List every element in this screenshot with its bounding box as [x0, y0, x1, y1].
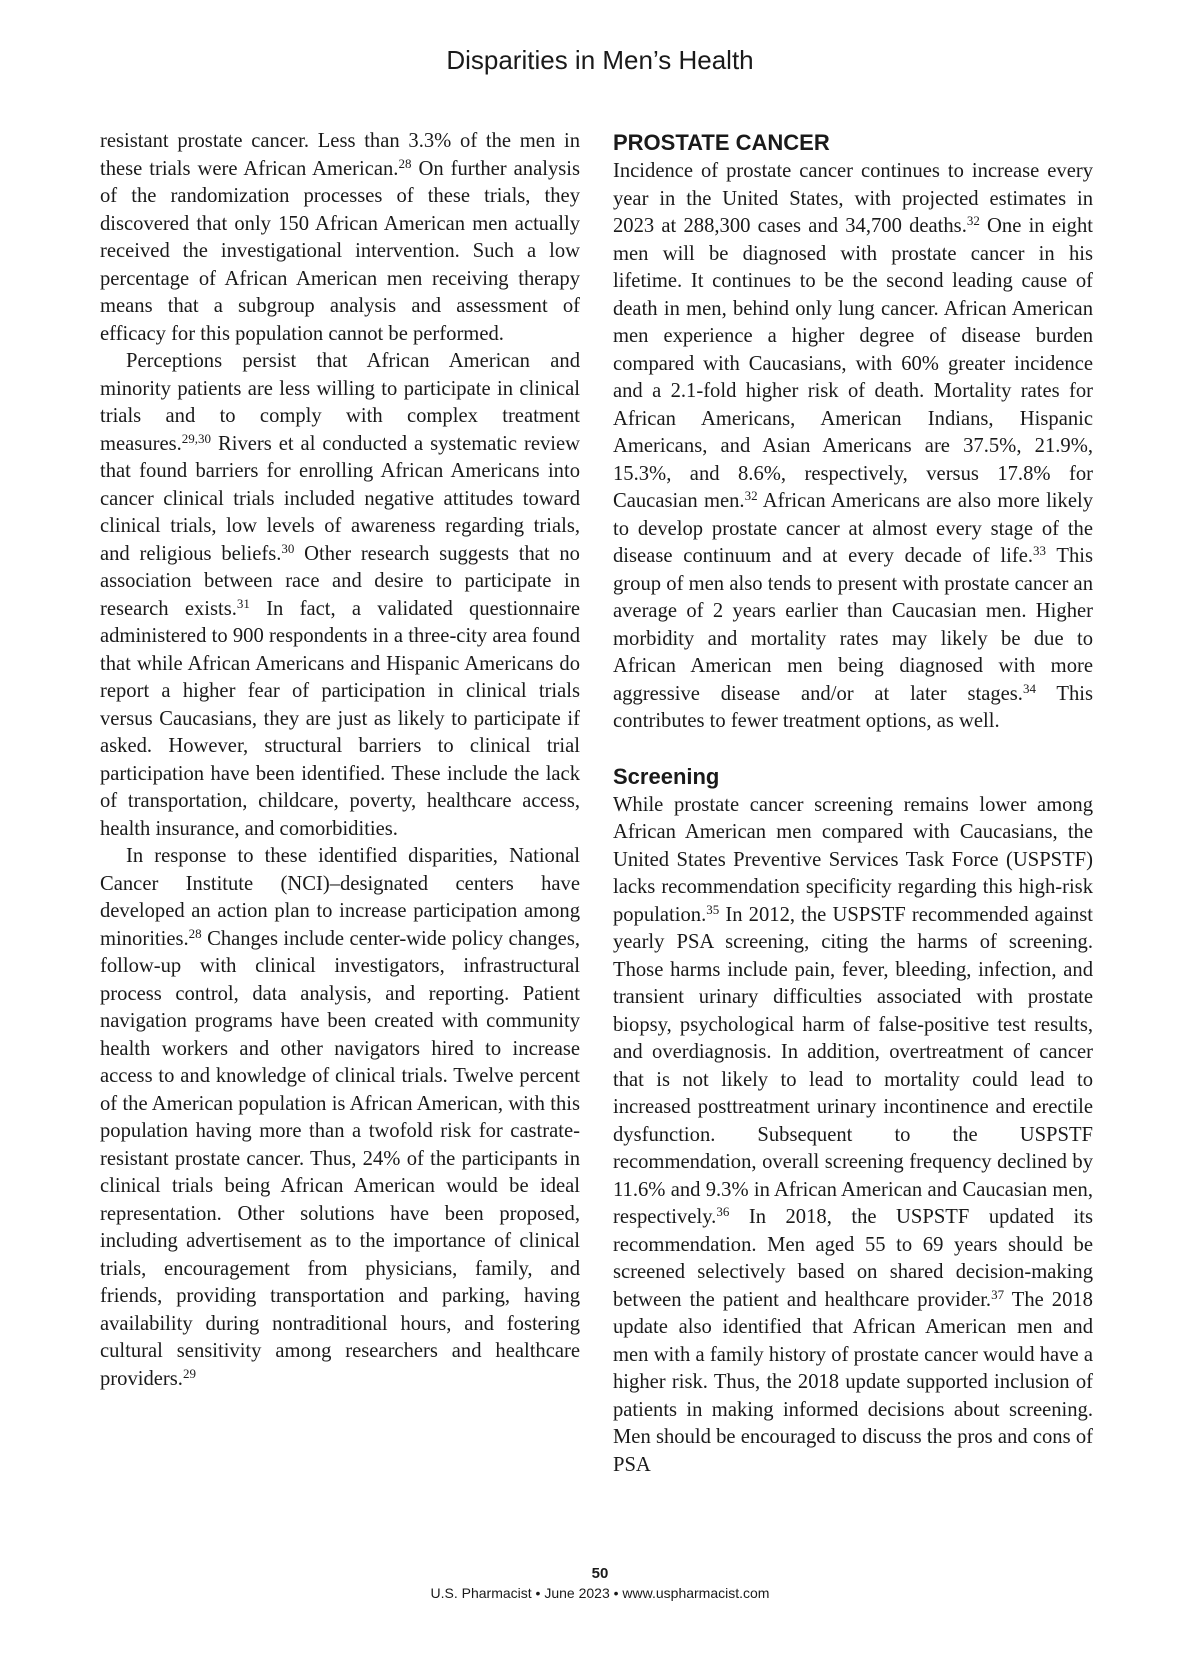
reference-superscript: 32 — [966, 213, 980, 228]
body-paragraph: resistant prostate cancer. Less than 3.3% of the men in these trials were African American.$^{28}$ On further analysis of the randomization processes of these trials, they discovered that only 150 African American men actually received the investigational intervention. Such a low percentage of African American men receiving therapy means that a subgroup analysis and assessment of efficacy for this population cannot be performed. — [100, 130, 580, 345]
reference-superscript: 28 — [188, 925, 202, 941]
reference-superscript: 32 — [744, 488, 758, 503]
page-number: 50 — [591, 1565, 609, 1582]
reference-superscript: 31 — [236, 595, 250, 611]
body-paragraph: Perceptions persist that African American and minority patients are less willing to participate in clinical trials and to comply with complex treatment measures.$^{29,30}$ Rivers et al conducted a systematic review that found barriers for enrolling African Americans into cancer clinical trials included negative attitudes toward clinical trials, low levels of awareness regarding trials, and religious beliefs.$^{30}$ Other research suggests that no association between race and desire to participate in research exists.$^{31}$ In fact, a validated questionnaire administered to 900 respondents in a three-city area found that while African Americans and Hispanic Americans do report a higher fear of participation in clinical trials versus Caucasians, they are just as likely to participate if asked. However, structural barriers to clinical trial participation have been identified. These include the lack of transportation, childcare, poverty, healthcare access, health insurance, and comorbidities. — [100, 350, 580, 840]
reference-superscript: 37 — [991, 1286, 1005, 1302]
reference-superscript: 30 — [281, 540, 295, 556]
reference-superscript: 29,30 — [181, 430, 212, 446]
reference-superscript: 29 — [182, 1365, 196, 1381]
body-paragraph: In response to these identified disparities, National Cancer Institute (NCI)–designated centers have developed an action plan to increase participation among minorities.$^{28}$ Changes include center-wide policy changes, follow-up with clinical investigators, infrastructural process control, data analysis, and reporting. Patient navigation programs have been created with community health workers and other navigators hired to increase access to and knowledge of clinical trials. Twelve percent of the American population is African American, with this population having more than a twofold risk for castrate-resistant prostate cancer. Thus, 24% of the participants in clinical trials being African American would be ideal representation. Other solutions have been proposed, including advertisement as to the importance of clinical trials, encouragement from physicians, family, and friends, providing transportation and parking, having availability during nontraditional hours, and fostering cultural sensitivity among researchers and healthcare providers.$^{29}$ — [100, 845, 580, 1390]
reference-superscript: 34 — [1022, 680, 1036, 696]
publication-footer: U.S. Pharmacist • June 2023 • www.uspharmacist.com — [430, 1585, 770, 1601]
body-paragraph: Incidence of prostate cancer continues to increase every year in the United States, with projected estimates in 2023 at 288,300 cases and 34,700 deaths.$^{32}$ One in eight men will be diagnosed with prostate cancer in his lifetime. It continues to be the second leading cause of death in men, behind only lung cancer. African American men experience a higher degree of disease burden compared with Caucasians, with 60% greater incidence and a 2.1-fold higher risk of death. Mortality rates for African Americans, American Indians, Hispanic Americans, and Asian Americans are 37.5%, 21.9%, 15.3%, and 8.6%, respectively, versus 17.8% for Caucasian men.$^{32}$ African Americans are also more likely to develop prostate cancer at almost every stage of the disease continuum and at every decade of life.$^{33}$ This group of men also tends to present with prostate cancer an average of 2 years earlier than Caucasian men. Higher morbidity and mortality rates may likely be due to African American men being diagnosed with more aggressive disease and/or at later stages.$^{34}$ This contributes to fewer treatment options, as well. — [613, 160, 1094, 732]
body-paragraph: While prostate cancer screening remains lower among African American men compared with Caucasians, the United States Preventive Services Task Force (USPSTF) lacks recommendation specificity regarding this high-risk population.$^{35}$ In 2012, the USPSTF recommended against yearly PSA screening, citing the harms of screening. Those harms include pain, fever, bleeding, infection, and transient urinary difficulties associated with prostate biopsy, psychological harm of false-positive test results, and overdiagnosis. In addition, overtreatment of cancer that is not likely to lead to mortality could lead to increased posttreatment urinary incontinence and erectile dysfunction. Subsequent to the USPSTF recommendation, overall screening frequency declined by 11.6% and 9.3% in African American and Caucasian men, respectively.$^{36}$ In 2018, the USPSTF updated its recommendation. Men aged 55 to 69 years should be screened selectively based on shared decision-making between the patient and healthcare provider.$^{37}$ The 2018 update also identified that African American men and men with a family history of prostate cancer would have a higher risk. Thus, the 2018 update supported inclusion of patients in making informed decisions about screening. Men should be encouraged to discuss the pros and cons of PSA — [613, 793, 1093, 1476]
section-heading: PROSTATE CANCER — [613, 130, 830, 155]
reference-superscript: 36 — [716, 1204, 730, 1219]
subsection-heading: Screening — [613, 763, 720, 789]
running-title: Disparities in Men’s Health — [446, 45, 754, 75]
reference-superscript: 35 — [706, 901, 720, 917]
right-column — [613, 128, 1093, 1479]
left-column — [100, 128, 580, 1393]
reference-superscript: 28 — [398, 155, 412, 171]
reference-superscript: 33 — [1033, 543, 1047, 558]
